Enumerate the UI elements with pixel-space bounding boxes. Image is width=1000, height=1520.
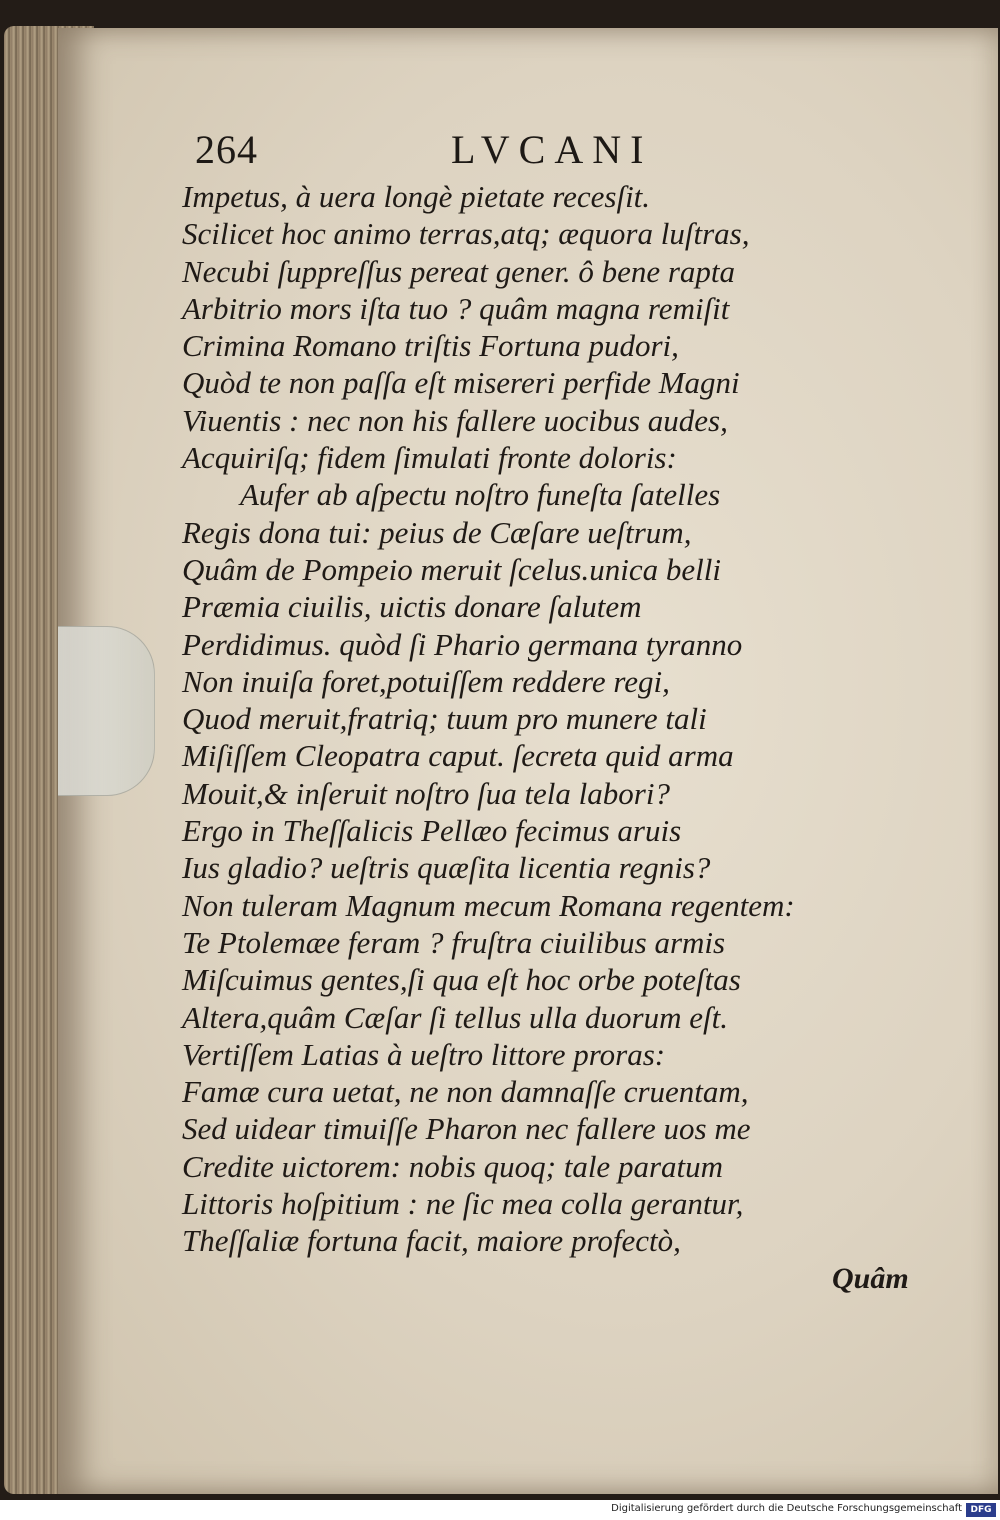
verse-line: Quod meruit,fratriq; tuum pro munere tali (182, 701, 707, 737)
verse-line: Mouit,& inſeruit noſtro ſua tela labori? (182, 775, 670, 811)
verse-line: Perdidimus. quòd ſi Phario germana tyranno (182, 626, 743, 662)
verse-line: Non inuiſa foret,potuiſſem reddere regi, (182, 663, 670, 699)
catchword: Quâm (832, 1262, 909, 1295)
verse-line: Vertiſſem Latias à ueſtro littore proras: (182, 1036, 666, 1072)
verse-line: Arbitrio mors iſta tuo ? quâm magna remiſit (182, 290, 730, 326)
funding-credit: Digitalisierung gefördert durch die Deutsche Forschungsgemeinschaft (611, 1503, 962, 1514)
verse-line: Non tuleram Magnum mecum Romana regentem: (182, 887, 795, 923)
verse-list (182, 178, 942, 1260)
verse-line: Quâm de Pompeio meruit ſcelus.unica belli (182, 551, 721, 587)
verse-line: Littoris hoſpitium : ne ſic mea colla gerantur, (182, 1186, 744, 1222)
verse-line: Famæ cura uetat, ne non damnaſſe cruentam, (182, 1074, 749, 1110)
verse-line: Præmia ciuilis, uictis donare ſalutem (182, 589, 642, 625)
page-header (195, 126, 715, 186)
verse-line: Necubi ſuppreſſus pereat gener. ô bene rapta (182, 253, 736, 289)
dfg-logo: DFG (966, 1503, 996, 1517)
verse-line: Credite uictorem: nobis quoq; tale paratum (182, 1148, 724, 1184)
verse-line: Viuentis : nec non his fallere uocibus audes, (182, 402, 728, 438)
running-head: LVCANI (451, 127, 653, 172)
verse-line: Te Ptolemæe feram ? fruſtra ciuilibus armis (182, 924, 726, 960)
verse-line: Acquiriſq; fidem ſimulati fronte doloris: (182, 440, 677, 476)
footer-bar (0, 1500, 1000, 1520)
verse-line: Sed uidear timuiſſe Pharon nec fallere uos me (182, 1111, 751, 1147)
verse-line: Regis dona tui: peius de Cæſare ueſtrum, (182, 514, 692, 550)
verse-line: Miſcuimus gentes,ſi qua eſt hoc orbe poteſtas (182, 962, 741, 998)
verse-line: Ergo in Theſſalicis Pellæo fecimus aruis (182, 813, 682, 849)
verse-line: Altera,quâm Cæſar ſi tellus ulla duorum eſt. (182, 999, 728, 1035)
verse-line: Impetus, à uera longè pietate recesſit. (182, 179, 651, 214)
verse-line: Crimina Romano triſtis Fortuna pudori, (182, 328, 679, 364)
page-number: 264 (195, 127, 258, 172)
verse-line: Scilicet hoc animo terras,atq; æquora luſtras, (182, 216, 750, 252)
page-clip (58, 626, 155, 796)
verse-line: Aufer ab aſpectu noſtro funeſta ſatelles (240, 477, 721, 513)
verse-line: Ius gladio? ueſtris quæſita licentia regnis? (182, 850, 711, 886)
verse-line: Theſſaliæ fortuna facit, maiore profectò, (182, 1223, 681, 1259)
verse-line: Miſiſſem Cleopatra caput. ſecreta quid arma (182, 738, 734, 774)
verse-line: Quòd te non paſſa eſt misereri perfide Magni (182, 365, 740, 401)
